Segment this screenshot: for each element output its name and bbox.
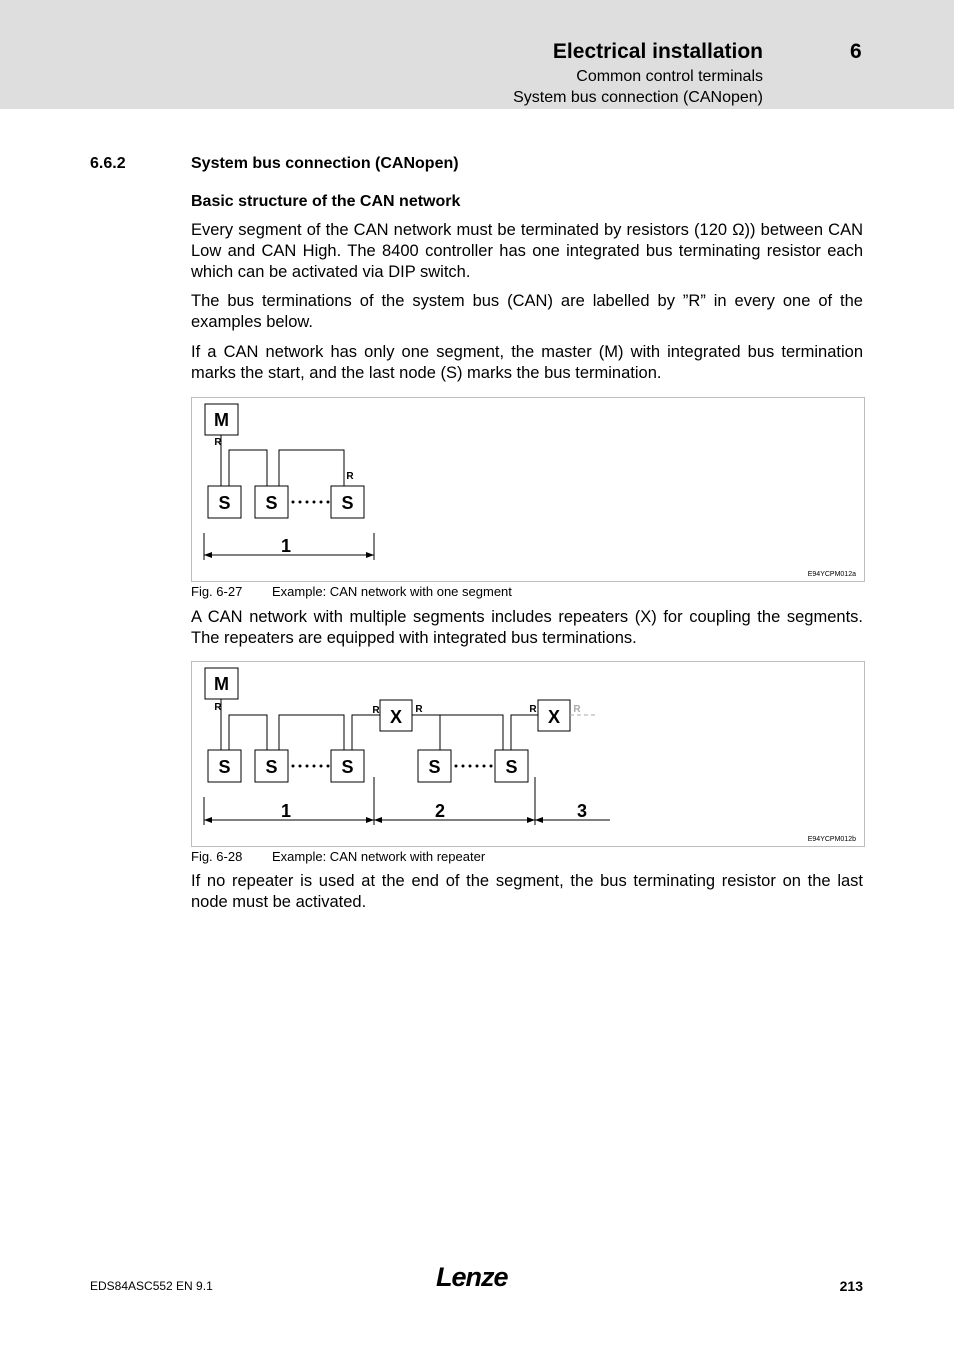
- paragraph-4: A CAN network with multiple segments includes repeaters (X) for coupling the segments. The repeaters are equipped with integrated bus terminations.: [191, 608, 863, 647]
- can-diagram-with-repeater: [192, 662, 864, 846]
- chapter-title: Electrical installation: [552, 40, 763, 63]
- section-title: System bus connection (CANopen): [191, 155, 459, 172]
- caption-text: Example: CAN network with one segment: [272, 584, 512, 599]
- repeater-label: X: [547, 707, 561, 727]
- header-subtitle-1: Common control terminals: [576, 68, 763, 85]
- slave-label: S: [341, 493, 354, 513]
- section-number: 6.6.2: [90, 155, 126, 172]
- paragraph-2: The bus terminations of the system bus (CAN) are labelled by ”R” in every one of the examples below.: [191, 292, 863, 331]
- slave-label: S: [265, 493, 278, 513]
- resistor-label-optional: R: [573, 704, 581, 715]
- paragraph-1: Every segment of the CAN network must be terminated by resistors (120 Ω)) between CAN Low and CAN High. The 8400 controller has one integrated bus terminating resistor each which can be activated via DIP switch.: [191, 221, 863, 281]
- master-label: M: [214, 674, 229, 694]
- resistor-label: R: [415, 704, 423, 715]
- can-diagram-one-segment: [192, 398, 864, 581]
- figure-code: E94YCPM012b: [807, 836, 856, 843]
- slave-label: S: [218, 493, 231, 513]
- header-band: [0, 0, 954, 109]
- resistor-label: R: [529, 704, 537, 715]
- caption-number: Fig. 6-27: [191, 584, 243, 599]
- figure-with-repeater: [191, 661, 865, 847]
- caption-number: Fig. 6-28: [191, 849, 243, 864]
- segment-2-label: 2: [434, 801, 446, 821]
- chapter-number: 6: [850, 40, 862, 63]
- segment-label: 1: [280, 536, 292, 556]
- caption-text: Example: CAN network with repeater: [272, 849, 486, 864]
- document-id: EDS84ASC552 EN 9.1: [90, 1279, 213, 1293]
- lenze-logo: Lenze: [436, 1262, 508, 1292]
- slave-label: S: [218, 757, 231, 777]
- page-number: 213: [839, 1278, 863, 1294]
- slave-label: S: [428, 757, 441, 777]
- slave-label: S: [505, 757, 518, 777]
- slave-label: S: [265, 757, 278, 777]
- segment-3-label: 3: [576, 801, 588, 821]
- segment-1-label: 1: [280, 801, 292, 821]
- paragraph-5: If no repeater is used at the end of the segment, the bus terminating resistor on the last node must be activated.: [191, 872, 863, 911]
- figure-code: E94YCPM012a: [807, 571, 856, 578]
- resistor-label: R: [372, 705, 380, 716]
- subheading: Basic structure of the CAN network: [191, 193, 461, 210]
- header-subtitle-2: System bus connection (CANopen): [513, 89, 763, 106]
- master-label: M: [214, 410, 229, 430]
- resistor-label: R: [214, 702, 222, 713]
- resistor-label: R: [346, 471, 354, 482]
- slave-label: S: [341, 757, 354, 777]
- resistor-label: R: [214, 437, 222, 448]
- figure-one-segment: [191, 397, 865, 582]
- paragraph-3: If a CAN network has only one segment, the master (M) with integrated bus termination marks the start, and the last node (S) marks the bus termination.: [191, 343, 863, 382]
- repeater-label: X: [389, 707, 403, 727]
